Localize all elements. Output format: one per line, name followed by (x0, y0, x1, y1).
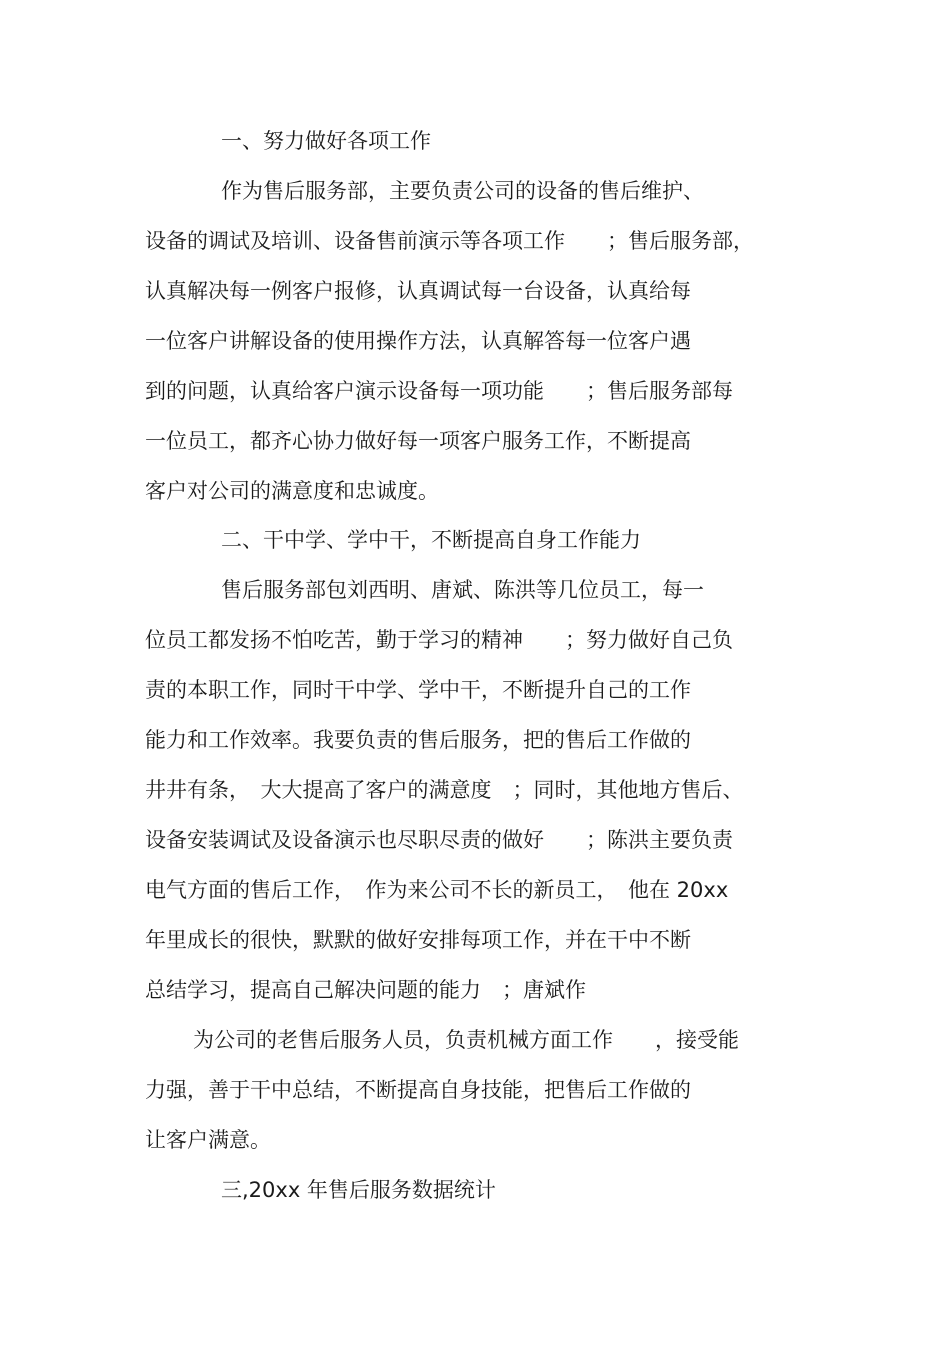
paragraph-line: 一位客户讲解设备的使用操作方法，认真解答每一位客户遇 (145, 329, 691, 353)
paragraph-line: 到的问题，认真给客户演示设备每一项功能 ；售后服务部每 (145, 379, 733, 403)
heading-section-3: 三,20xx 年售后服务数据统计 (221, 1178, 496, 1202)
paragraph-line: 设备的调试及培训、设备售前演示等各项工作 ；售后服务部， (145, 229, 754, 253)
paragraph-line: 电气方面的售后工作， 作为来公司不长的新员工， 他在 20xx (145, 878, 729, 902)
paragraph-line: 设备安装调试及设备演示也尽职尽责的做好 ；陈洪主要负责 (145, 828, 733, 852)
paragraph-line: 客户对公司的满意度和忠诚度。 (145, 479, 439, 503)
paragraph-line: 总结学习，提高自己解决问题的能力 ；唐斌作 (145, 978, 586, 1002)
paragraph-line: 认真解决每一例客户报修，认真调试每一台设备，认真给每 (145, 279, 691, 303)
paragraph-line: 让客户满意。 (145, 1128, 271, 1152)
paragraph-line: 井井有条， 大大提高了客户的满意度 ；同时，其他地方售后、 (145, 778, 744, 802)
heading-section-2: 二、干中学、学中干，不断提高自身工作能力 (221, 528, 641, 552)
heading-section-1: 一、努力做好各项工作 (221, 129, 431, 153)
paragraph-line: 作为售后服务部，主要负责公司的设备的售后维护、 (221, 179, 704, 203)
paragraph-line: 力强，善于干中总结，不断提高自身技能，把售后工作做的 (145, 1078, 691, 1102)
paragraph-line: 一位员工，都齐心协力做好每一项客户服务工作，不断提高 (145, 429, 691, 453)
paragraph-line: 售后服务部包刘西明、唐斌、陈洪等几位员工，每一 (221, 578, 704, 602)
paragraph-line: 年里成长的很快，默默的做好安排每项工作，并在干中不断 (145, 928, 691, 952)
paragraph-line: 位员工都发扬不怕吃苦，勤于学习的精神 ；努力做好自己负 (145, 628, 733, 652)
paragraph-line: 能力和工作效率。我要负责的售后服务，把的售后工作做的 (145, 728, 691, 752)
paragraph-line: 责的本职工作，同时干中学、学中干，不断提升自己的工作 (145, 678, 691, 702)
paragraph-line: 为公司的老售后服务人员，负责机械方面工作 ，接受能 (193, 1028, 739, 1052)
